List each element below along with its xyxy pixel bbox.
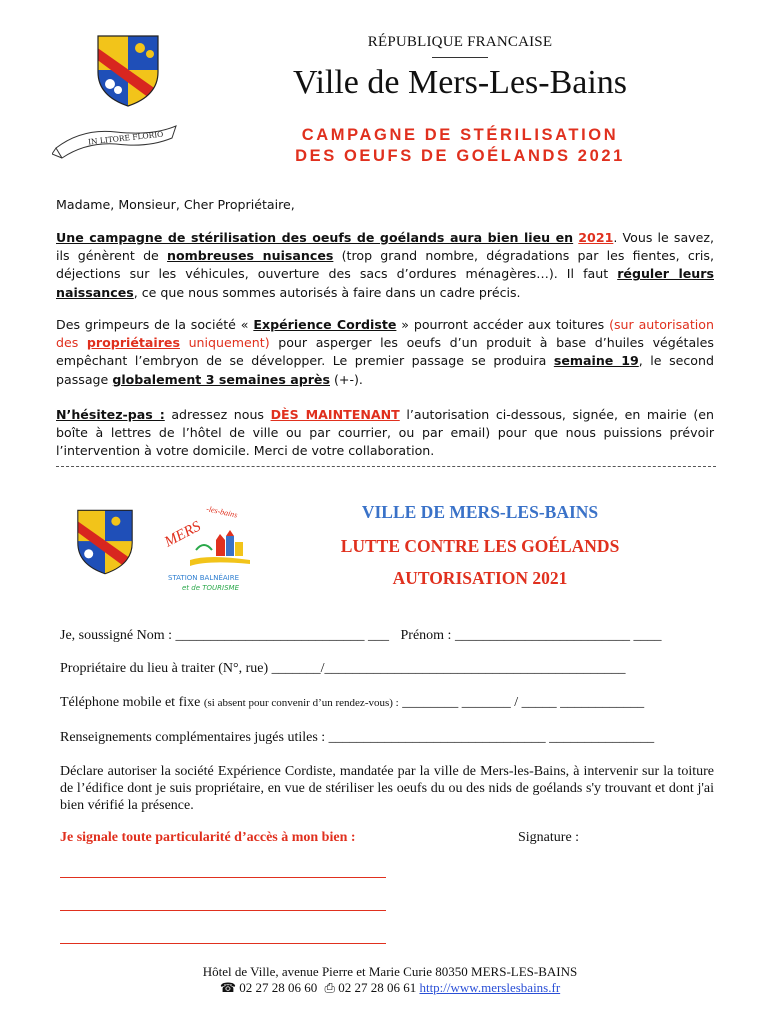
p2-condition: (sur autorisation des	[56, 317, 714, 351]
republique-label: RÉPUBLIQUE FRANCAISE	[367, 34, 553, 50]
footer-website-link[interactable]: http://www.merslesbains.fr	[419, 980, 561, 995]
paragraph-2	[56, 316, 714, 389]
prenom-label: Prénom :	[400, 628, 452, 643]
footer-contacts	[120, 980, 660, 996]
form-title-autorisation: AUTORISATION 2021	[392, 568, 568, 588]
tel-blank[interactable]: ________ _______ / _____ ____________	[402, 695, 645, 710]
paragraph-3	[56, 406, 714, 461]
p1-text3: , ce que nous sommes autorisés à faire dans un cadre précis.	[133, 284, 521, 300]
p2-owners: propriétaires	[86, 335, 180, 351]
tel-label: Téléphone mobile et fixe	[60, 695, 201, 710]
paragraph-1	[56, 229, 714, 302]
form-title-ville: VILLE DE MERS-LES-BAINS	[361, 502, 599, 522]
cut-line	[56, 466, 716, 467]
logo-station-text: STATION BALNÉAIRE	[168, 574, 240, 582]
rens-blank[interactable]: _______________________________ _______________	[328, 730, 655, 745]
particularite-label: Je signale toute particularité d’accès à mon bien :	[60, 830, 356, 845]
footer-address: Hôtel de Ville, avenue Pierre et Marie Curie 80350 MERS-LES-BAINS	[202, 964, 578, 979]
phone-icon: ☎	[219, 980, 237, 995]
telephone-field[interactable]	[60, 695, 710, 711]
rens-label: Renseignements complémentaires jugés utiles :	[60, 730, 326, 745]
access-line-2[interactable]	[60, 910, 386, 911]
prop-blank[interactable]: _______/___________________________________________	[271, 661, 626, 676]
motto-ribbon	[52, 118, 180, 164]
nom-label: Je, soussigné Nom :	[60, 628, 172, 643]
mers-les-bains-logo	[160, 500, 256, 596]
access-line-3[interactable]	[60, 943, 386, 944]
p2-text4: , le second passage	[56, 353, 714, 387]
p1-text: . Vous le savez, ils génèrent de	[56, 230, 714, 264]
p3-text2: l’autorisation ci-dessous, signée, en mairie (en boîte à lettres de l’hôtel de ville ou par courrier, ou par email) pour que nous puissions prévoir l’intervention à votre domicile. Merci de votre collaboration.	[56, 407, 714, 459]
proprietaire-field[interactable]	[60, 661, 710, 677]
coat-of-arms-small-logo	[76, 506, 134, 578]
logo-tourisme-text: et de TOURISME	[182, 584, 239, 592]
p1-text2: (trop grand nombre, dégradations par les fientes, cris, déjections sur les véhicules, ouverture des sacs d’ordures ménagères…). Il faut	[56, 248, 714, 282]
footer-phone: 02 27 28 06 60	[239, 980, 318, 995]
p3-hesitez: N’hésitez-pas :	[56, 407, 165, 422]
access-line-1[interactable]	[60, 877, 386, 878]
coat-of-arms-logo	[96, 34, 160, 108]
renseignements-field[interactable]	[60, 730, 710, 746]
p2-company: Expérience Cordiste	[253, 317, 397, 332]
footer-fax: 02 27 28 06 61	[338, 980, 417, 995]
prop-label: Propriétaire du lieu à traiter (N°, rue)	[60, 661, 269, 676]
form-title-lutte: LUTTE CONTRE LES GOÉLANDS	[340, 536, 620, 556]
p3-text: adressez nous	[171, 407, 264, 422]
p1-reguler: réguler leurs naissances	[56, 266, 714, 300]
p2-text3: pour asperger les oeufs d’un produit à base d’huiles végétales empêchant l’embryon de se développer. Le premier passage se produira	[56, 335, 714, 369]
tel-note: (si absent pour convenir d’un rendez-vous) :	[203, 697, 399, 709]
logo-lesbains-text: -les-bains	[205, 504, 239, 520]
motto-text: IN LITORE FLORIO	[87, 129, 164, 147]
p2-text: Des grimpeurs de la société «	[56, 317, 249, 332]
p2-text5: (+-).	[329, 371, 363, 387]
divider-line	[432, 57, 488, 58]
greeting: Madame, Monsieur, Cher Propriétaire,	[56, 197, 295, 212]
p2-week: semaine 19	[553, 353, 639, 369]
fax-icon: ⎙	[324, 980, 335, 995]
p2-text2: » pourront accéder aux toitures	[401, 317, 605, 332]
campaign-title-line2: DES OEUFS DE GOÉLANDS 2021	[295, 147, 625, 165]
nom-blank[interactable]: ___________________________ ___	[175, 628, 389, 643]
p2-uniquement: uniquement)	[188, 335, 270, 351]
logo-mers-text: MERS	[162, 518, 204, 551]
prenom-blank[interactable]: _________________________ ____	[454, 628, 662, 643]
p1-year: 2021	[578, 230, 614, 245]
nom-field[interactable]	[60, 628, 710, 644]
campaign-title-line1: CAMPAGNE DE STÉRILISATION	[301, 126, 619, 144]
page-title: Ville de Mers-Les-Bains	[292, 64, 628, 101]
p1-nuisances: nombreuses nuisances	[167, 248, 334, 264]
p1-intro: Une campagne de stérilisation des oeufs de goélands aura bien lieu en	[56, 230, 574, 245]
p3-now: DÈS MAINTENANT	[270, 407, 400, 422]
signature-label: Signature :	[518, 830, 580, 845]
p2-second: globalement 3 semaines après	[112, 371, 330, 387]
ribbon-icon	[52, 118, 180, 164]
declaration-text: Déclare autoriser la société Expérience Cordiste, mandatée par la ville de Mers-les-Bains, à intervenir sur la toiture de l’édifice dont je suis propriétaire, en vue de stériliser les oeufs du ou des nids de goélands s'y trouvant et dont j'ai bien vérifié la présence.	[60, 764, 714, 813]
